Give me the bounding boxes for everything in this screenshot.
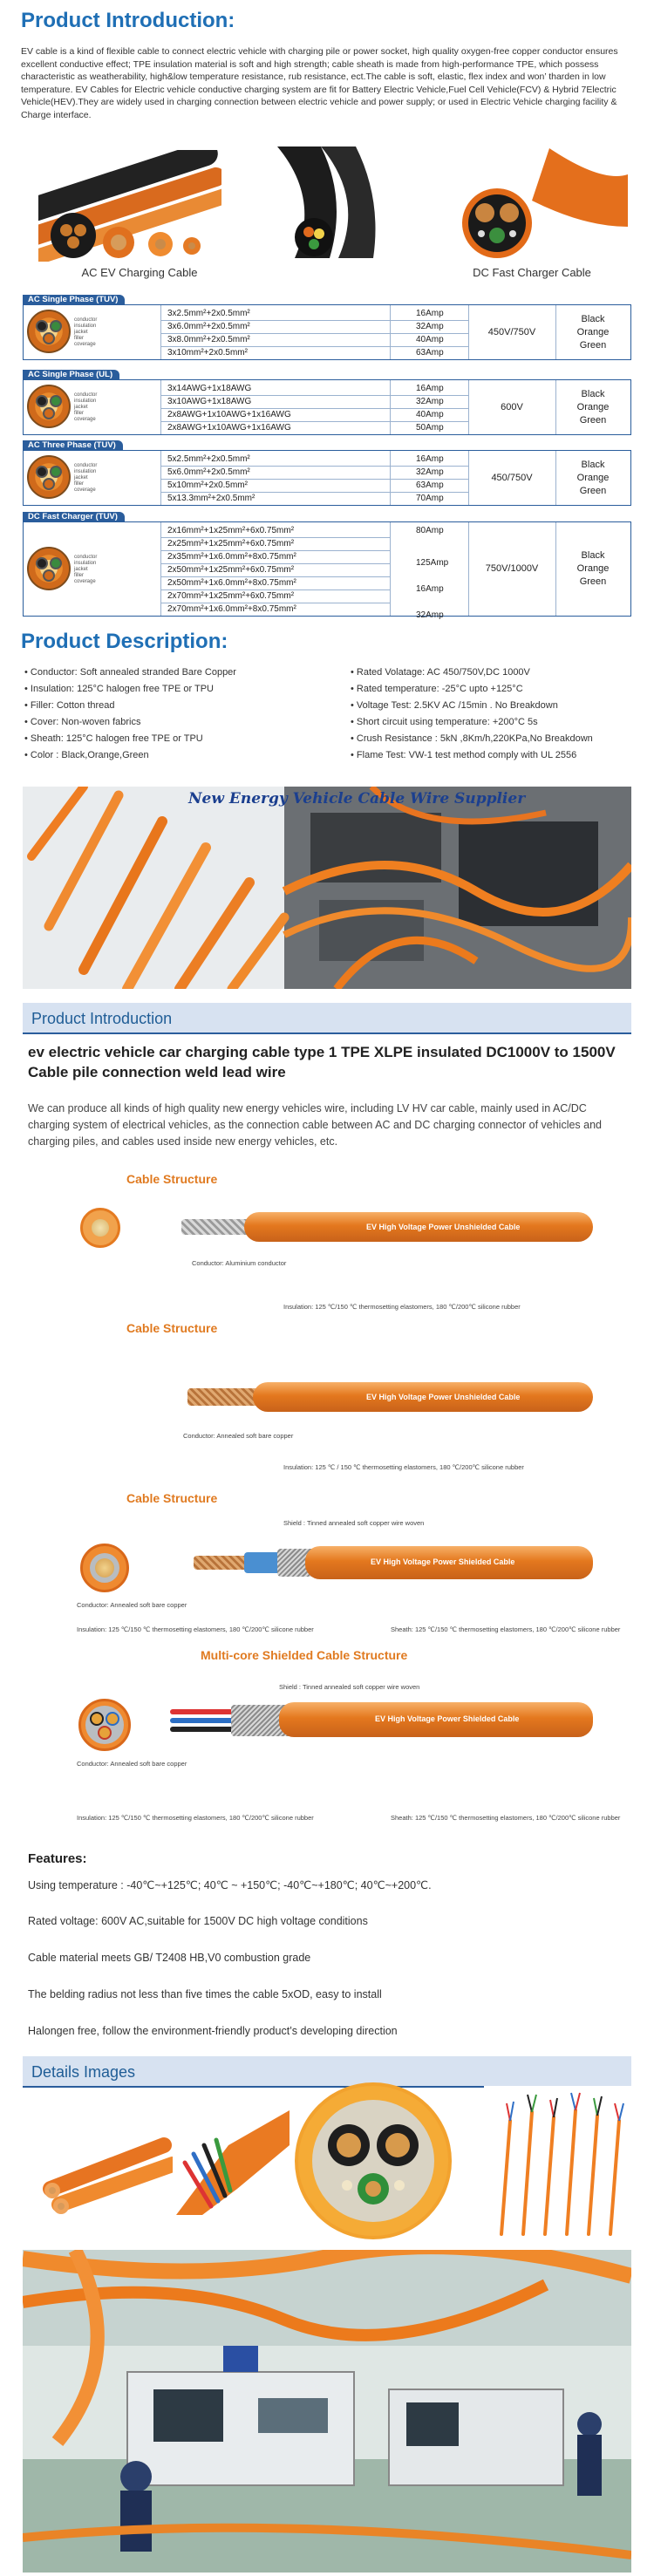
cable-cross-section-icon: [27, 310, 71, 353]
voltage-cell: 750V/1000V: [485, 563, 539, 574]
structure-2-cable-label: EV High Voltage Power Unshielded Cable: [366, 1393, 521, 1401]
amp-cell: 16Amp: [416, 584, 444, 594]
spec-cell: 2x8AWG+1x10AWG+1x16AWG: [167, 410, 291, 419]
description-right-list: [351, 664, 638, 764]
description-item: • Crush Resistance : 5kN ,8Km/h,220KPa,No Breakdown: [351, 731, 638, 747]
spec-cell: 2x50mm²+1x6.0mm²+8x0.75mm²: [167, 578, 296, 588]
color-cell: [555, 380, 630, 434]
spec-cell: 2x50mm²+1x25mm²+6x0.75mm²: [167, 565, 295, 575]
structure-4-core-blue: [170, 1718, 240, 1723]
structure-4-sheath-note: Sheath: 125 ℃/150 ℃ thermosetting elastomers, 180 ℃/200℃ silicone rubber: [391, 1814, 621, 1822]
structure-3-title: Cable Structure: [126, 1491, 218, 1505]
spec-table-frame: [23, 304, 631, 360]
spec-legend: conductor insulation jacket filler coverage: [74, 317, 98, 347]
cable-cross-section-icon: [27, 385, 71, 428]
structure-4-insulation-note: Insulation: 125 ℃/150 ℃ thermosetting elastomers, 180 ℃/200℃ silicone rubber: [77, 1814, 314, 1822]
spec-cell: 3x8.0mm²+2x0.5mm²: [167, 335, 250, 344]
spec-table-title: AC Three Phase (TUV): [23, 440, 123, 451]
description-item: • Conductor: Soft annealed stranded Bare Copper: [24, 664, 338, 681]
description-heading: Product Description:: [21, 630, 228, 653]
spec-cell: 3x10mm²+2x0.5mm²: [167, 348, 248, 358]
structure-1-cable-label: EV High Voltage Power Unshielded Cable: [366, 1223, 521, 1231]
product-intro-bar: Product Introduction: [23, 1003, 631, 1034]
structure-1-cross-section: [80, 1208, 120, 1248]
spec-legend: conductor insulation jacket filler coverage: [74, 554, 98, 584]
spec-legend: conductor insulation jacket filler coverage: [74, 392, 98, 422]
color-value: Orange: [576, 401, 610, 412]
amp-cell: 40Amp: [416, 410, 444, 419]
description-item: • Flame Test: VW-1 test method comply with UL 2556: [351, 747, 638, 764]
voltage-cell: 450/750V: [491, 472, 533, 483]
amp-cell: 32Amp: [416, 467, 444, 477]
description-item: • Sheath: 125°C halogen free TPE or TPU: [24, 731, 338, 747]
structure-3-conductor-note: Conductor: Annealed soft bare copper: [77, 1601, 187, 1609]
spec-cell: 2x16mm²+1x25mm²+6x0.75mm²: [167, 526, 295, 535]
spec-table-title: DC Fast Charger (TUV): [23, 512, 125, 522]
amp-cell: 40Amp: [416, 335, 444, 344]
voltage-cell: 600V: [501, 401, 523, 412]
cable-cross-section-icon: [27, 455, 71, 499]
ac-cable-photo: [38, 150, 221, 262]
product-paragraph: We can produce all kinds of high quality new energy vehicles wire, including LV HV car cable, mainly used in AC/DC charging system of electrical vehicles, as the connection cable between AC and DC charging connector of vehicles and charging piles, and cables used inside new energy vehicles, etc.: [28, 1102, 603, 1148]
spec-cell: 5x13.3mm²+2x0.5mm²: [167, 494, 255, 503]
amp-cell: 32Amp: [416, 610, 444, 620]
color-value: Green: [579, 339, 607, 351]
color-cell: [555, 451, 630, 505]
color-value: Black: [581, 459, 605, 470]
amp-cell: 32Amp: [416, 322, 444, 331]
spec-cell: 3x6.0mm²+2x0.5mm²: [167, 322, 250, 331]
structure-2-title: Cable Structure: [126, 1321, 218, 1335]
spec-cell: 5x10mm²+2x0.5mm²: [167, 480, 248, 490]
color-cell: [555, 305, 630, 359]
structure-4-cable-label: EV High Voltage Power Shielded Cable: [375, 1714, 520, 1723]
spec-table-frame: [23, 450, 631, 506]
color-value: Black: [581, 550, 605, 561]
description-item: • Rated Volatage: AC 450/750V,DC 1000V: [351, 664, 638, 681]
feature-item: Cable material meets GB/ T2408 HB,V0 combustion grade: [28, 1952, 311, 1964]
amp-cell: 16Amp: [416, 454, 444, 464]
spec-table-title: AC Single Phase (TUV): [23, 295, 125, 305]
spec-cell: 5x6.0mm²+2x0.5mm²: [167, 467, 250, 477]
amp-cell: 16Amp: [416, 384, 444, 393]
color-value: Black: [581, 388, 605, 399]
cable-cross-section-icon: [27, 547, 71, 590]
voltage-cell: 450V/750V: [487, 326, 536, 337]
detail-image-2: [176, 2110, 290, 2215]
factory-photo: [23, 2250, 631, 2573]
features-title: Features:: [28, 1851, 87, 1866]
amp-cell: 16Amp: [416, 309, 444, 318]
amp-cell: 125Amp: [416, 558, 449, 568]
feature-item: The belding radius not less than five times the cable 5xOD, easy to install: [28, 1988, 382, 2000]
amp-cell: 80Amp: [416, 526, 444, 535]
structure-4-conductor-note: Conductor: Annealed soft bare copper: [77, 1760, 187, 1768]
spec-cell: 2x70mm²+1x25mm²+6x0.75mm²: [167, 591, 295, 601]
spec-cell: 3x10AWG+1x18AWG: [167, 397, 252, 406]
spec-legend: conductor insulation jacket filler coverage: [74, 463, 98, 493]
intro-text: EV cable is a kind of flexible cable to connect electric vehicle with charging pile or power socket, high quality oxygen-free copper conductor ensures excellent conductive effect; TPE insulation material is soft and high strength; cable sheath is made from high-performance TPE, which possess characteristic as weatherability, high&low temperature resistance, rub resistance, ect.The cable is soft, elastic, flex index and won’ tharden in low temperature. EV Cables for Electric vehicle conductive charging system are fit for Battery Electric Vehicle,Fuel Cell Vehicle(FCV) & Hybrid 7Electric Vehicle(HEV).They are widely used in charging connection between electric vehicle and power supply; or used in Electric Vehicle charging facility & Charge interface.: [21, 46, 618, 120]
feature-item: Halongen free, follow the environment-friendly product’s developing direction: [28, 2025, 398, 2037]
product-title: ev electric vehicle car charging cable type 1 TPE XLPE insulated DC1000V to 1500V Cable pile connection weld lead wire: [28, 1044, 616, 1080]
description-item: • Insulation: 125°C halogen free TPE or TPU: [24, 681, 338, 698]
amp-cell: 32Amp: [416, 397, 444, 406]
description-item: • Color : Black,Orange,Green: [24, 747, 338, 764]
color-value: Green: [579, 485, 607, 496]
structure-4-title: Multi-core Shielded Cable Structure: [201, 1648, 408, 1662]
spec-table-frame: [23, 521, 631, 620]
structure-4-core-black: [170, 1727, 240, 1732]
structure-1-title: Cable Structure: [126, 1172, 218, 1186]
structure-2-insulation-note: Insulation: 125 ℃ / 150 ℃ thermosetting elastomers, 180 ℃/200℃ silicone rubber: [283, 1463, 524, 1471]
structure-1-insulation-note: Insulation: 125 ℃/150 ℃ thermosetting elastomers, 180 ℃/200℃ silicone rubber: [283, 1303, 521, 1311]
structure-4-cross-section: [78, 1699, 131, 1751]
structure-4-shield-note: Shield : Tinned annealed soft copper wire woven: [279, 1683, 420, 1691]
amp-cell: 70Amp: [416, 494, 444, 503]
feature-item: Using temperature : -40℃~+125℃; 40℃ ~ +150℃; -40℃~+180℃; 40℃~+200℃.: [28, 1879, 432, 1891]
feature-item: Rated voltage: 600V AC,suitable for 1500V DC high voltage conditions: [28, 1915, 368, 1927]
description-item: • Short circuit using temperature: +200°C 5s: [351, 714, 638, 731]
details-bar: Details Images: [23, 2056, 631, 2088]
spec-table: [23, 370, 631, 436]
spec-cell: 3x14AWG+1x18AWG: [167, 384, 252, 393]
spec-cell: 3x2.5mm²+2x0.5mm²: [167, 309, 250, 318]
description-item: • Filler: Cotton thread: [24, 698, 338, 714]
detail-image-3: [295, 2082, 452, 2239]
color-value: Orange: [576, 472, 610, 483]
color-value: Orange: [576, 563, 610, 574]
spec-cell: 2x70mm²+1x6.0mm²+8x0.75mm²: [167, 604, 296, 614]
spec-cell: 2x35mm²+1x6.0mm²+8x0.75mm²: [167, 552, 296, 562]
dc-cable-caption: DC Fast Charger Cable: [473, 266, 591, 279]
description-item: • Voltage Test: 2.5KV AC /15min . No Breakdown: [351, 698, 638, 714]
detail-image-4: [484, 2086, 632, 2239]
amp-cell: 63Amp: [416, 348, 444, 358]
structure-4-core-red: [170, 1709, 240, 1714]
structure-3-sheath-note: Sheath: 125 ℃/150 ℃ thermosetting elastomers, 180 ℃/200℃ silicone rubber: [391, 1625, 621, 1633]
spec-table: [23, 295, 631, 361]
description-item: • Cover: Non-woven fabrics: [24, 714, 338, 731]
banner-title: New Energy Vehicle Cable Wire Supplier: [188, 790, 526, 808]
structure-3-cross-section: [80, 1544, 129, 1592]
spec-table-frame: [23, 379, 631, 435]
spec-cell: 2x8AWG+1x10AWG+1x16AWG: [167, 423, 291, 433]
amp-cell: 63Amp: [416, 480, 444, 490]
ac-cable-caption: AC EV Charging Cable: [81, 266, 198, 279]
color-value: Black: [581, 313, 605, 324]
structure-3-cable-label: EV High Voltage Power Shielded Cable: [371, 1557, 515, 1566]
black-cable-photo: [269, 147, 382, 258]
spec-table-title: AC Single Phase (UL): [23, 370, 119, 380]
dc-cable-photo: [427, 148, 628, 260]
color-value: Orange: [576, 326, 610, 337]
color-cell: [555, 522, 630, 616]
supplier-banner: [23, 787, 631, 989]
spec-cell: 5x2.5mm²+2x0.5mm²: [167, 454, 250, 464]
spec-table: [23, 512, 631, 620]
detail-image-1: [33, 2110, 173, 2215]
color-value: Green: [579, 414, 607, 426]
intro-heading: Product Introduction:: [21, 9, 235, 32]
spec-table: [23, 440, 631, 507]
structure-1-conductor-note: Conductor: Aluminium conductor: [192, 1259, 287, 1267]
description-left-list: [24, 664, 338, 764]
amp-cell: 50Amp: [416, 423, 444, 433]
structure-3-shield-note: Shield : Tinned annealed soft copper wire woven: [283, 1519, 425, 1527]
spec-cell: 2x25mm²+1x25mm²+6x0.75mm²: [167, 539, 295, 549]
description-item: • Rated temperature: -25°C upto +125°C: [351, 681, 638, 698]
structure-3-insulation-note: Insulation: 125 ℃/150 ℃ thermosetting elastomers, 180 ℃/200℃ silicone rubber: [77, 1625, 314, 1633]
structure-2-conductor-note: Conductor: Annealed soft bare copper: [183, 1432, 294, 1440]
color-value: Green: [579, 576, 607, 587]
